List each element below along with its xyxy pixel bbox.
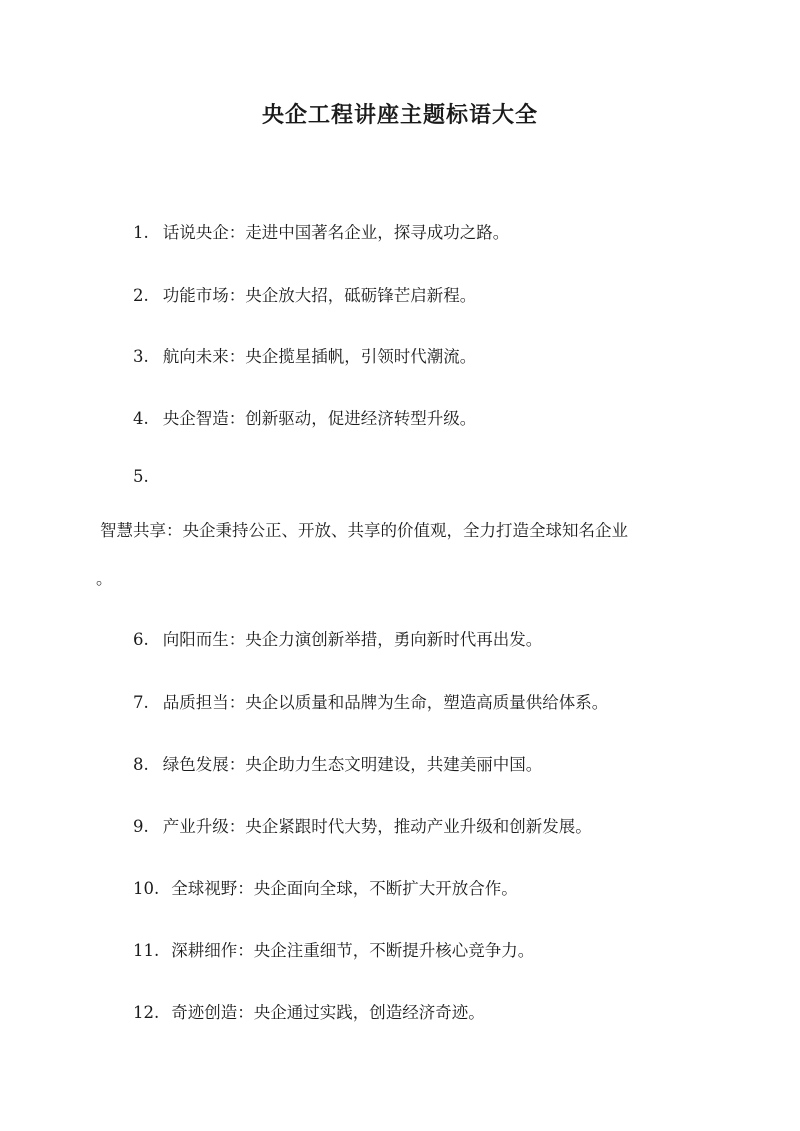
item-number: 1.	[133, 223, 149, 242]
item-number: 8.	[133, 755, 149, 774]
list-item	[133, 219, 509, 243]
item-text: 奇迹创造：央企通过实践，创造经济奇迹。	[171, 1003, 485, 1022]
item-number: 12.	[133, 1003, 160, 1022]
list-item	[133, 405, 476, 429]
item-text: 话说央企：走进中国著名企业，探寻成功之路。	[162, 223, 510, 242]
list-item	[133, 875, 518, 899]
item-text: 产业升级：央企紧跟时代大势，推动产业升级和创新发展。	[162, 817, 592, 836]
item-number: 6.	[133, 630, 149, 649]
list-item-wrapped-text	[100, 517, 628, 541]
list-item	[133, 689, 608, 713]
item-number: 5.	[133, 467, 149, 486]
item-number: 3.	[133, 347, 149, 366]
item-text: 智慧共享：央企秉持公正、开放、共享的价值观，全力打造全球知名企业	[100, 521, 628, 540]
list-item	[133, 937, 534, 961]
item-text-tail: 。	[96, 569, 113, 588]
item-text: 全球视野：央企面向全球，不断扩大开放合作。	[171, 879, 518, 898]
item-text: 深耕细作：央企注重细节，不断提升核心竞争力。	[171, 941, 535, 960]
item-text: 向阳而生：央企力演创新举措，勇向新时代再出发。	[162, 630, 543, 649]
page-title: 央企工程讲座主题标语大全	[261, 102, 538, 128]
list-item-number-only	[133, 467, 163, 486]
list-item	[133, 282, 476, 306]
list-item	[133, 343, 476, 367]
list-item	[133, 626, 542, 650]
item-text: 绿色发展：央企助力生态文明建设，共建美丽中国。	[162, 755, 543, 774]
list-item	[133, 999, 485, 1023]
item-number: 2.	[133, 286, 149, 305]
item-number: 7.	[133, 693, 149, 712]
item-text: 央企智造：创新驱动，促进经济转型升级。	[162, 409, 477, 428]
list-item	[133, 751, 542, 775]
item-text: 品质担当：央企以质量和品牌为生命，塑造高质量供给体系。	[162, 693, 609, 712]
item-number: 9.	[133, 817, 149, 836]
item-text: 航向未来：央企揽星插帆，引领时代潮流。	[162, 347, 477, 366]
item-number: 11.	[133, 941, 160, 960]
item-text: 功能市场：央企放大招，砥砺锋芒启新程。	[162, 286, 477, 305]
list-item-wrapped-tail	[96, 565, 113, 589]
item-number: 4.	[133, 409, 149, 428]
list-item	[133, 813, 592, 837]
item-number: 10.	[133, 879, 160, 898]
